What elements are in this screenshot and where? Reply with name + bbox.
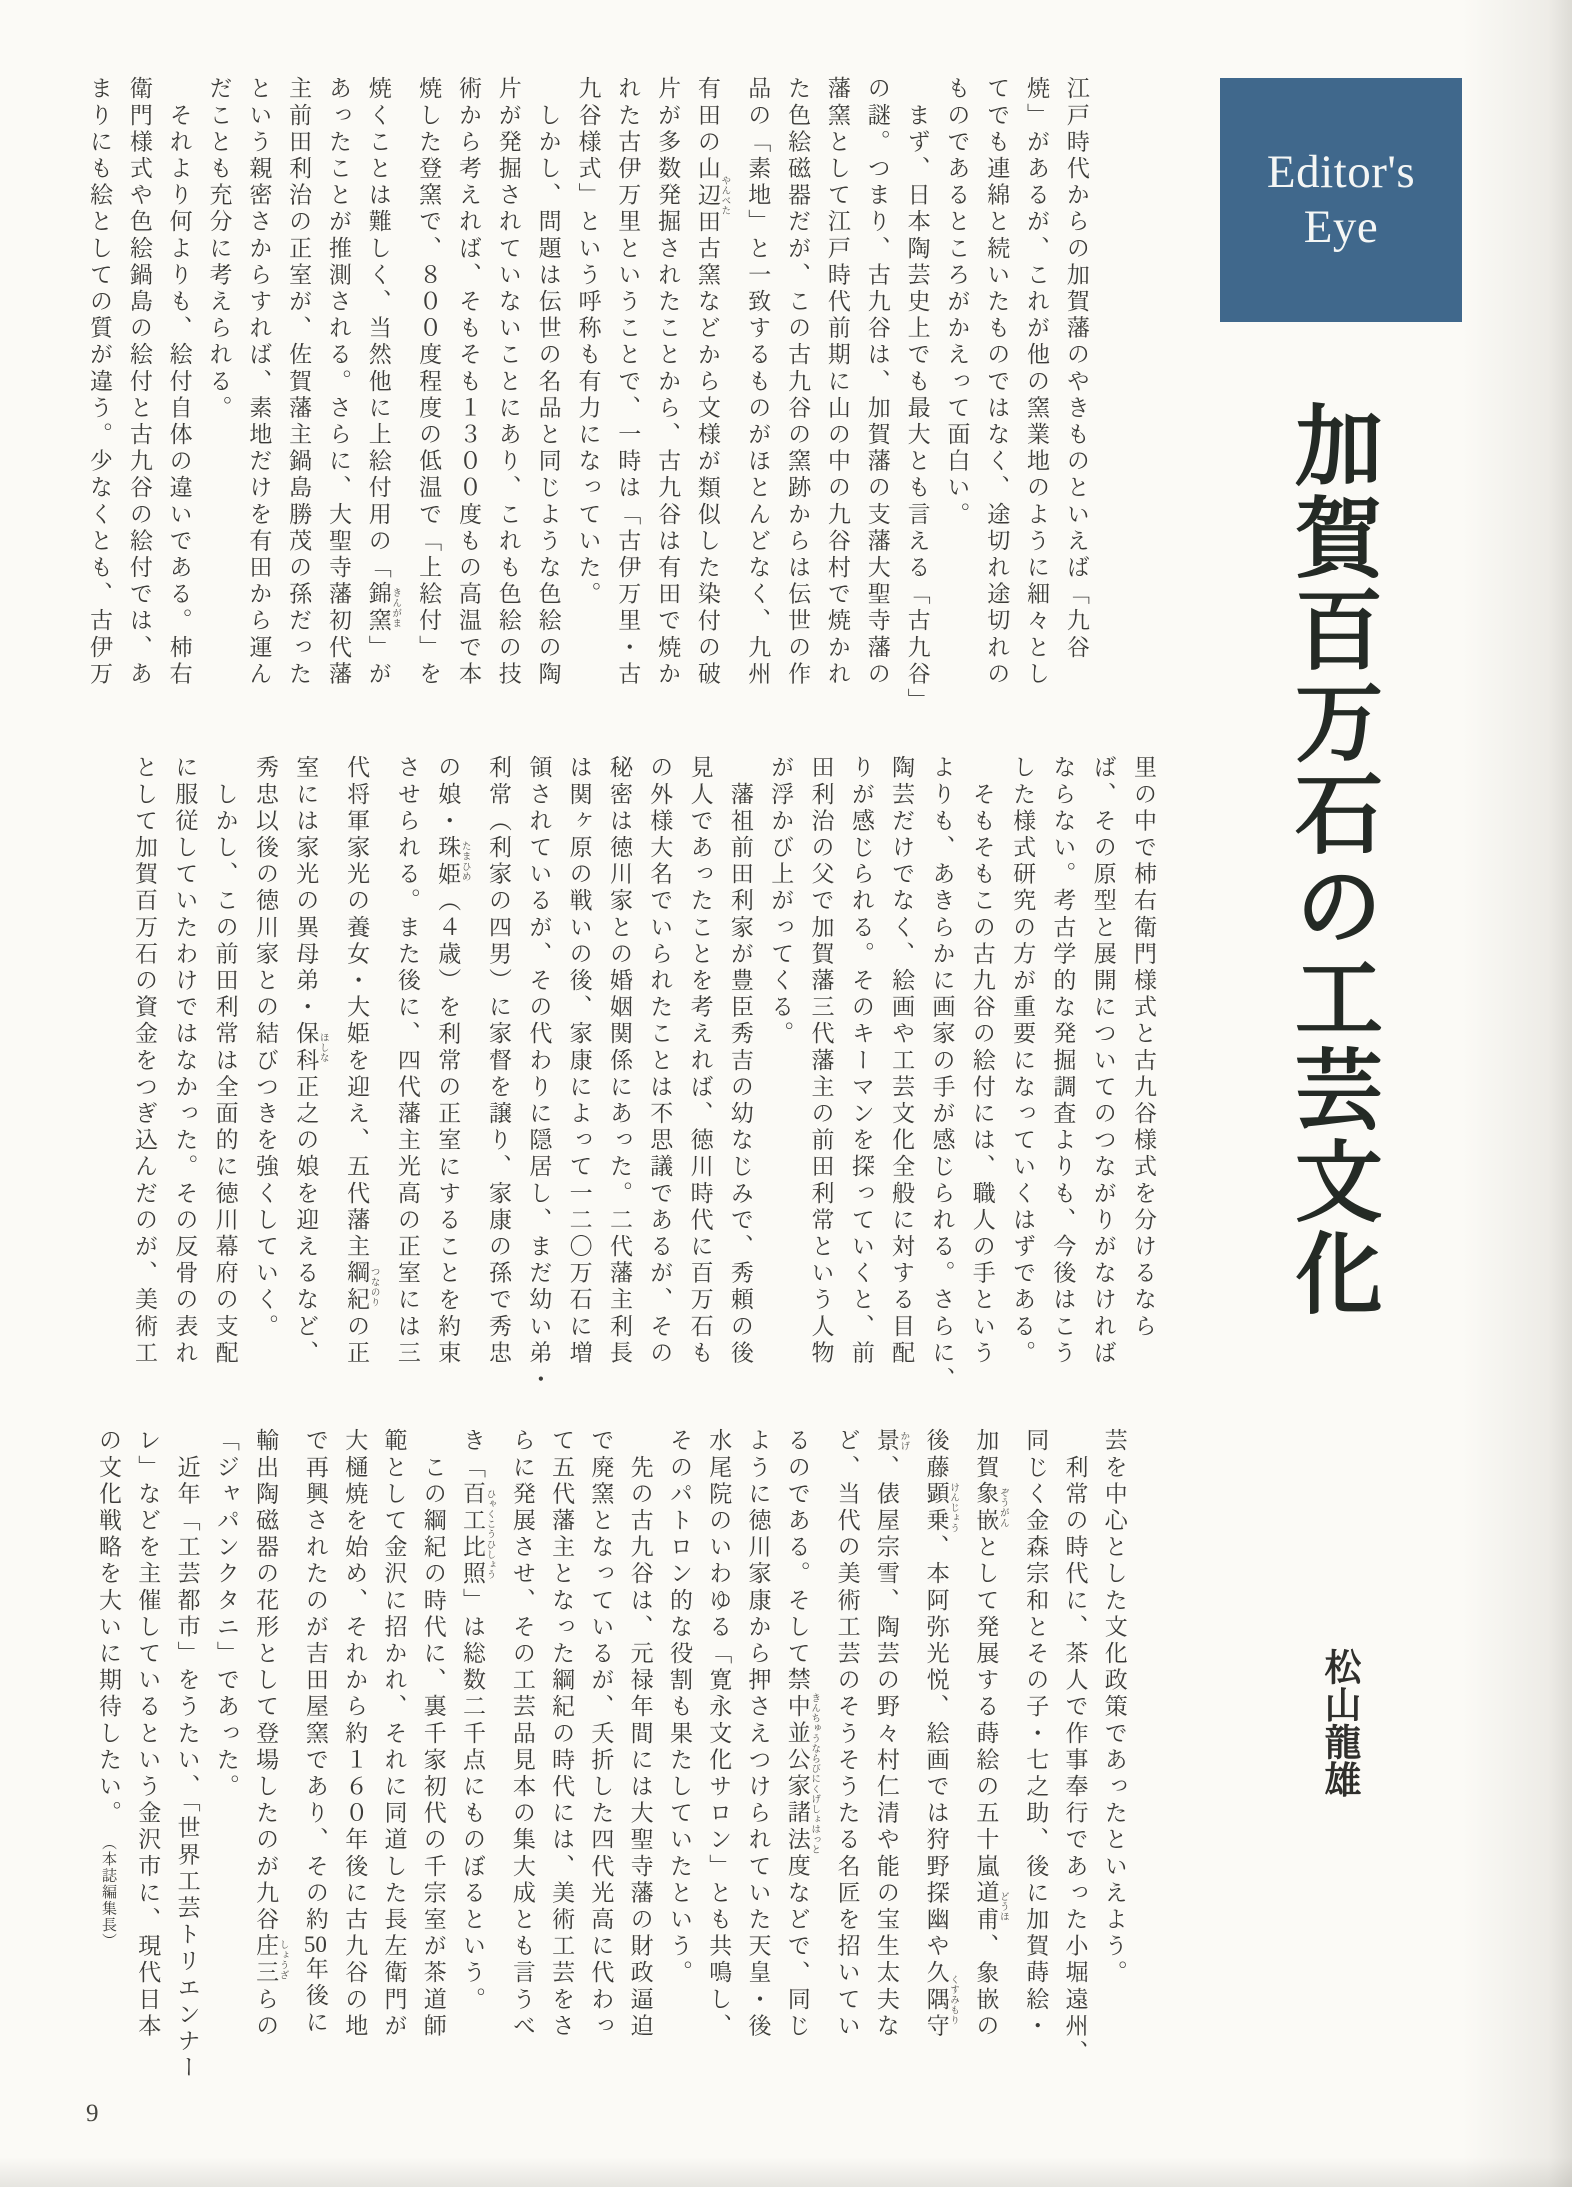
- text-column: が浮かび上がってくる。: [768, 755, 794, 1048]
- text-column: 「ジャパンクタニ」であった。: [213, 1428, 239, 1801]
- article-title: 加賀百万石の工芸文化: [1282, 400, 1379, 1320]
- text-column: 田利治の父で加賀藩三代藩主の前田利常という人物: [808, 755, 834, 1367]
- text-column: に服従していたわけではなかった。その反骨の表れ: [172, 755, 198, 1367]
- text-column: 藩祖前田利家が豊臣秀吉の幼なじみで、秀頼の後: [727, 755, 753, 1367]
- text-column: りが感じられる。そのキーマンを探っていくと、前: [848, 755, 874, 1367]
- text-column: 水尾院のいわゆる「寛永文化サロン」とも共鳴し、: [706, 1428, 732, 2040]
- text-column: 代将軍家光の養女・大姫を迎え、五代藩主綱紀 つなのりの正: [344, 755, 379, 1367]
- text-column: て五代藩主となった綱紀の時代には、美術工芸をさ: [549, 1428, 575, 2040]
- text-column: 主前田利治の正室が、佐賀藩主鍋島勝茂の孫だった: [286, 76, 312, 688]
- text-column: 利常（利家の四男）に家督を譲り、家康の孫で秀忠: [486, 755, 511, 1367]
- text-column: 近年「工芸都市」をうたい、「世界工芸トリエンナー: [174, 1428, 200, 2082]
- text-column: あったことが推測される。さらに、大聖寺藩初代藩: [325, 76, 351, 688]
- text-column: という親密さからすれば、素地だけを有田から運ん: [246, 76, 272, 688]
- text-column: 片が多数発掘されたことから、古九谷は有田で焼か: [655, 76, 681, 688]
- text-column: 藩窯として江戸時代前期に山の中の九谷村で焼かれ: [824, 76, 850, 688]
- text-column: 加賀象嵌 ぞうがんとして発展する蒔絵の五十嵐道甫 どうほ、象嵌の: [973, 1428, 1008, 2040]
- text-column: ならない。考古学的な発掘調査よりも、今後はこう: [1050, 755, 1076, 1367]
- text-column: そもそもこの古九谷の絵付には、職人の手という: [969, 755, 995, 1367]
- text-column: 焼した登窯で、８００度程度の低温で「上絵付」を: [416, 76, 442, 688]
- text-column: 里の中で柿右衛門様式と古九谷様式を分けるなら: [1131, 755, 1156, 1341]
- text-column: の文化戦略を大いに期待したい。 （本誌編集長）: [96, 1428, 121, 1950]
- text-column: 芸を中心とした文化政策であったといえよう。: [1101, 1428, 1127, 1987]
- text-column: この綱紀の時代に、裏千家初代の千宗室が茶道師: [420, 1428, 446, 2040]
- text-column: 景 かげ、俵屋宗雪、陶芸の野々村仁清や能の宝生太夫な: [873, 1428, 909, 2040]
- text-column: らに発展させ、その工芸品見本の集大成とも言うべ: [509, 1428, 535, 2040]
- text-column: の謎。つまり、古九谷は、加賀藩の支藩大聖寺藩の: [864, 76, 890, 688]
- text-column: 同じく金森宗和とその子・七之助、後に加賀蒔絵・: [1023, 1428, 1049, 2040]
- text-column: として加賀百万石の資金をつぎ込んだのが、美術工: [132, 755, 157, 1367]
- text-column: 後藤顕乗 けんじょう、本阿弥光悦、絵画では狩野探幽や久隅守 くすみもり: [923, 1428, 959, 2040]
- text-column: ど、当代の美術工芸のそうそうたる名匠を招いてい: [834, 1428, 860, 2040]
- text-column: まりにも絵としての質が違う。少なくとも、古伊万: [87, 76, 112, 688]
- text-column: 室には家光の異母弟・保科 ほしな正之の娘を迎えるなど、: [293, 755, 328, 1367]
- text-column: で廃窯となっているが、夭折した四代光高に代わっ: [588, 1428, 614, 2040]
- text-column: た色絵磁器だが、この古九谷の窯跡からは伝世の作: [785, 76, 811, 688]
- text-column: 大樋焼を始め、それから約１６０年後に古九谷の地: [342, 1428, 368, 2040]
- text-column: よりも、あきらかに画家の手が感じられる。さらに、: [929, 755, 955, 1394]
- author-name: 松山龍雄: [1319, 1648, 1360, 1798]
- text-column: 秀忠以後の徳川家との結びつきを強くしていく。: [252, 755, 278, 1341]
- text-column: レ」などを主催しているという金沢市に、現代日本: [135, 1428, 161, 2040]
- text-column: ば、その原型と展開についてのつながりがなければ: [1090, 755, 1116, 1367]
- text-column: 範として金沢に招かれ、それに同道した長左衛門が: [381, 1428, 407, 2040]
- text-block-top: [87, 76, 1089, 715]
- badge-line-1: Editor's: [1266, 146, 1416, 199]
- text-column: ものであるところがかえって面白い。: [944, 76, 970, 529]
- text-column: 品の「素地」と一致するものがほとんどなく、九州: [745, 76, 771, 688]
- text-block-bottom: [96, 1428, 1127, 2082]
- text-column: した様式研究の方が重要になっていくはずである。: [1010, 755, 1036, 1367]
- text-column: 衛門様式や色絵鍋島の絵付と古九谷の絵付では、あ: [126, 76, 152, 688]
- text-column: 江戸時代からの加賀藩のやきものといえば「九谷: [1063, 76, 1089, 662]
- text-column: 領されているが、その代わりに隠居し、まだ幼い弟・: [526, 755, 552, 1394]
- text-block-middle: [132, 755, 1156, 1394]
- text-column: 利常の時代に、茶人で作事奉行であった小堀遠州、: [1062, 1428, 1088, 2067]
- text-column: しかし、問題は伝世の名品と同じような色絵の陶: [535, 76, 561, 688]
- text-column: だことも充分に考えられる。: [206, 76, 232, 422]
- text-column: しかし、この前田利常は全面的に徳川幕府の支配: [212, 755, 238, 1367]
- text-column: まず、日本陶芸史上でも最大とも言える「古九谷」: [904, 76, 930, 715]
- page-number: 9: [86, 2100, 100, 2127]
- text-column: の娘・珠姫 たまひめ（４歳）を利常の正室にすることを約束: [435, 755, 470, 1367]
- text-column: させられる。また後に、四代藩主光高の正室には三: [394, 755, 420, 1367]
- text-column: き「百工比照 ひゃくこうひしょう」は総数二千点にものぼるという。: [460, 1428, 495, 2014]
- text-column: れた古伊万里ということで、一時は「古伊万里・古: [615, 76, 641, 688]
- text-column: は関ヶ原の戦いの後、家康によって一二〇万石に増: [566, 755, 592, 1367]
- text-column: 見人であったことを考えれば、徳川時代に百万石も: [687, 755, 713, 1367]
- text-column: 術から考えれば、そもそも１３００度もの高温で本: [455, 76, 481, 688]
- text-column: てでも連綿と続いたものではなく、途切れ途切れの: [984, 76, 1010, 688]
- text-column: 有田の山辺田 やんべた古窯などから文様が類似した染付の破: [694, 76, 730, 688]
- text-column: それより何よりも、絵付自体の違いである。柿右: [166, 76, 192, 688]
- text-column: の外様大名でいられたことは不思議であるが、その: [647, 755, 673, 1367]
- editors-eye-badge: [1220, 78, 1462, 322]
- text-column: で再興されたのが吉田屋窯であり、その約50年後に: [302, 1428, 328, 2037]
- text-column: 陶芸だけでなく、絵画や工芸文化全般に対する目配: [889, 755, 915, 1367]
- text-column: 焼くことは難しく、当然他に上絵付用の「錦窯 きんがま」が: [365, 76, 401, 688]
- text-column: 輸出陶磁器の花形として登場したのが九谷庄三 しょうざらの: [253, 1428, 288, 2040]
- text-column: そのパトロン的な役割も果たしていたという。: [666, 1428, 692, 1987]
- badge-line-2: Eye: [1303, 201, 1379, 253]
- text-column: るのである。そして禁中並公家諸法度 きんちゅうならびにくげしょはっとなどで、同じ: [784, 1428, 820, 2040]
- text-column: ように徳川家康から押さえつけられていた天皇・後: [745, 1428, 771, 2040]
- text-column: 先の古九谷は、元禄年間には大聖寺藩の財政逼迫: [627, 1428, 653, 2040]
- text-column: 焼」があるが、これが他の窯業地のように細々とし: [1024, 76, 1050, 688]
- text-column: 九谷様式」という呼称も有力になっていた。: [575, 76, 601, 608]
- text-column: 片が発掘されていないことにあり、これも色絵の技: [495, 76, 521, 688]
- text-column: 秘密は徳川家との婚姻関係にあった。二代藩主利長: [606, 755, 632, 1367]
